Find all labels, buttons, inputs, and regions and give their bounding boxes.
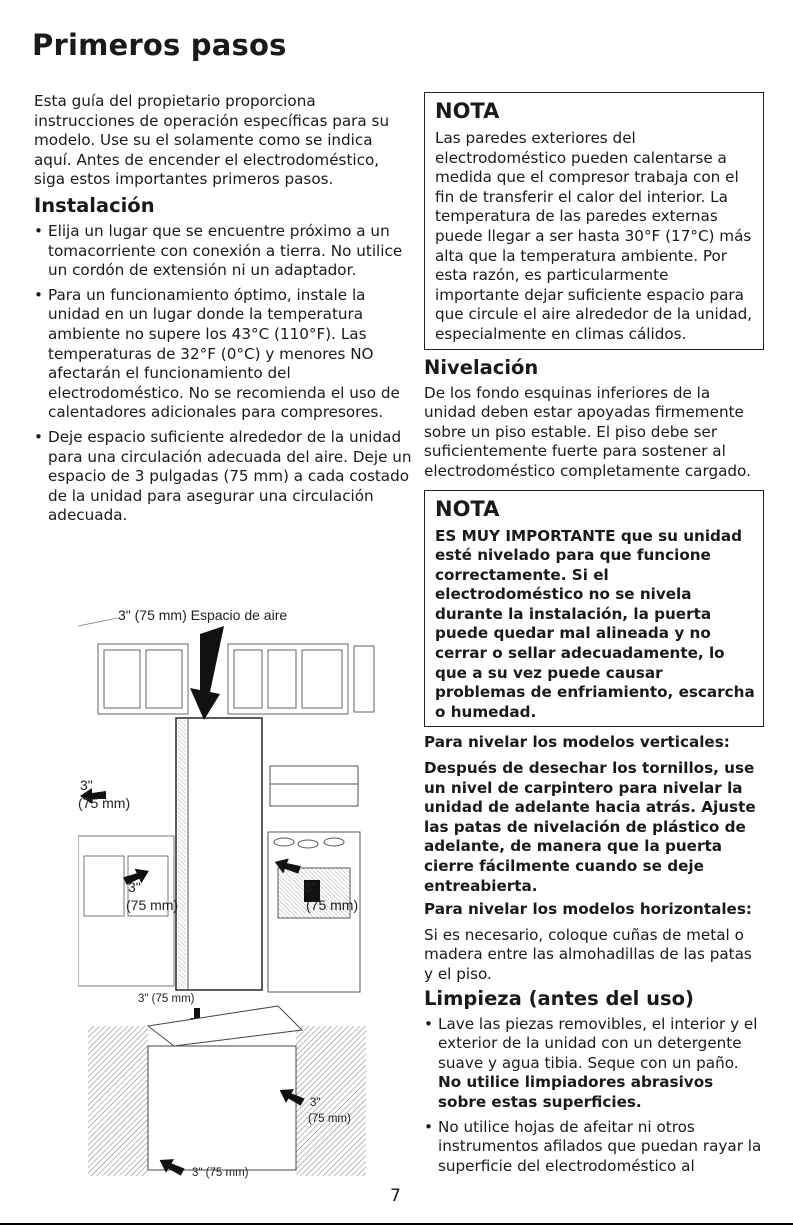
instalacion-heading: Instalación	[34, 193, 155, 217]
label-chest-top: 3" (75 mm)	[138, 993, 195, 1005]
label-chest-right-inches: 3"	[310, 1097, 321, 1109]
limpieza-heading: Limpieza (antes del uso)	[424, 986, 694, 1010]
nota-heading: NOTA	[435, 496, 500, 521]
left-column	[34, 92, 412, 531]
label-left-mm: (75 mm)	[78, 795, 131, 811]
nivelacion-text: De los fondo esquinas inferiores de la unidad deben estar apoyadas firmemente sobre un piso estable. El piso debe ser suficientemente fuerte para sostener al electrodoméstico completamente cargado.	[424, 383, 751, 480]
label-left-inches: 3"	[80, 777, 93, 793]
page-title: Primeros pasos	[32, 28, 287, 62]
page-number: 7	[390, 1186, 401, 1206]
horizontales-text: Si es necesario, coloque cuñas de metal o madera entre las almohadillas de las patas y el piso.	[424, 925, 752, 983]
list-item: • Deje espacio suficiente alrededor de la unidad para una circulación adecuada del aire. Deje un espacio de 3 pulgadas (75 mm) a cada costado de la unidad para asegurar una circulación adecuada.	[34, 428, 412, 526]
nota-text: Las paredes exteriores del electrodoméstico pueden calentarse a medida que el compresor trabaja con el fin de transferir el calor del interior. La temperatura de las paredes externas puede llegar a ser hasta 30°F (17°C) más alta que la temperatura ambiente. Por esta razón, es particularmente importante dejar suficiente espacio para que circule el aire alrededor de la unidad, especialmente en climas cálidos.	[435, 129, 753, 343]
instalacion-list	[34, 222, 412, 526]
horizontales-heading: Para nivelar los modelos horizontales:	[424, 900, 752, 919]
label-chest-right-mm: (75 mm)	[308, 1113, 351, 1125]
chest-freezer	[88, 1006, 366, 1176]
air-space-caption: 3" (75 mm) Espacio de aire	[118, 607, 288, 623]
upper-cabinets	[98, 644, 374, 714]
right-column	[424, 92, 764, 1181]
arrow-down-icon	[190, 626, 224, 720]
nota-text: ES MUY IMPORTANTE que su unidad esté nivelado para que funcione correctamente. Si el electrodoméstico no se nivela durante la instalación, la puerta puede quedar mal alineada y no cerrar o sellar adecuadamente, lo que a su vez puede causar problemas de enfriamiento, escarcha o humedad.	[435, 526, 755, 721]
installation-illustration	[78, 606, 378, 1196]
nota-box-1	[424, 92, 764, 350]
range-hood	[270, 766, 358, 806]
list-item	[424, 1015, 764, 1113]
limpieza-bullet-bold: No utilice limpiadores abrasivos sobre estas superficies.	[438, 1073, 714, 1111]
limpieza-bullet-text: Lave las piezas removibles, el interior y el exterior de la unidad con un detergente suave y agua tibia. Seque con un paño.	[438, 1014, 758, 1072]
nota-box-2	[424, 490, 764, 728]
list-item: • No utilice hojas de afeitar ni otros instrumentos afilados que puedan rayar la superficie del electrodoméstico al	[424, 1118, 764, 1177]
label-mid-mm: (75 mm)	[126, 897, 179, 913]
list-item: • Para un funcionamiento óptimo, instale la unidad en un lugar donde la temperatura ambiente no supere los 43°C (110°F). Las temperaturas de 32°F (0°C) y menores NO afectarán el funcionamiento del electrodoméstico. No se recomienda el uso de calentadores adicionales para compresores.	[34, 286, 412, 423]
label-right-mm: (75 mm)	[306, 897, 359, 913]
label-right-inches: 3"	[304, 879, 317, 895]
list-item: • Elija un lugar que se encuentre próximo a un tomacorriente con conexión a tierra. No utilice un cordón de extensión ni un adaptador.	[34, 222, 412, 281]
verticales-heading: Para nivelar los modelos verticales:	[424, 733, 730, 752]
label-mid-inches: 3"	[128, 879, 141, 895]
intro-paragraph: Esta guía del propietario proporciona instrucciones de operación específicas para su modelo. Use su el solamente como se indica aquí. Antes de encender el electrodoméstico, siga estos importantes primeros pasos.	[34, 92, 390, 189]
limpieza-list	[424, 1015, 764, 1177]
verticales-text: Después de desechar los tornillos, use un nivel de carpintero para nivelar la unidad de adelante hacia atrás. Ajuste las patas de nivelación de plástico de adelante, de manera que la puerta cierre fácilmente cuando se deje entreabierta.	[424, 759, 756, 895]
label-chest-bottom: 3" (75 mm)	[192, 1167, 249, 1179]
refrigerator	[176, 718, 262, 990]
nota-heading: NOTA	[435, 99, 500, 123]
nivelacion-heading: Nivelación	[424, 355, 539, 379]
